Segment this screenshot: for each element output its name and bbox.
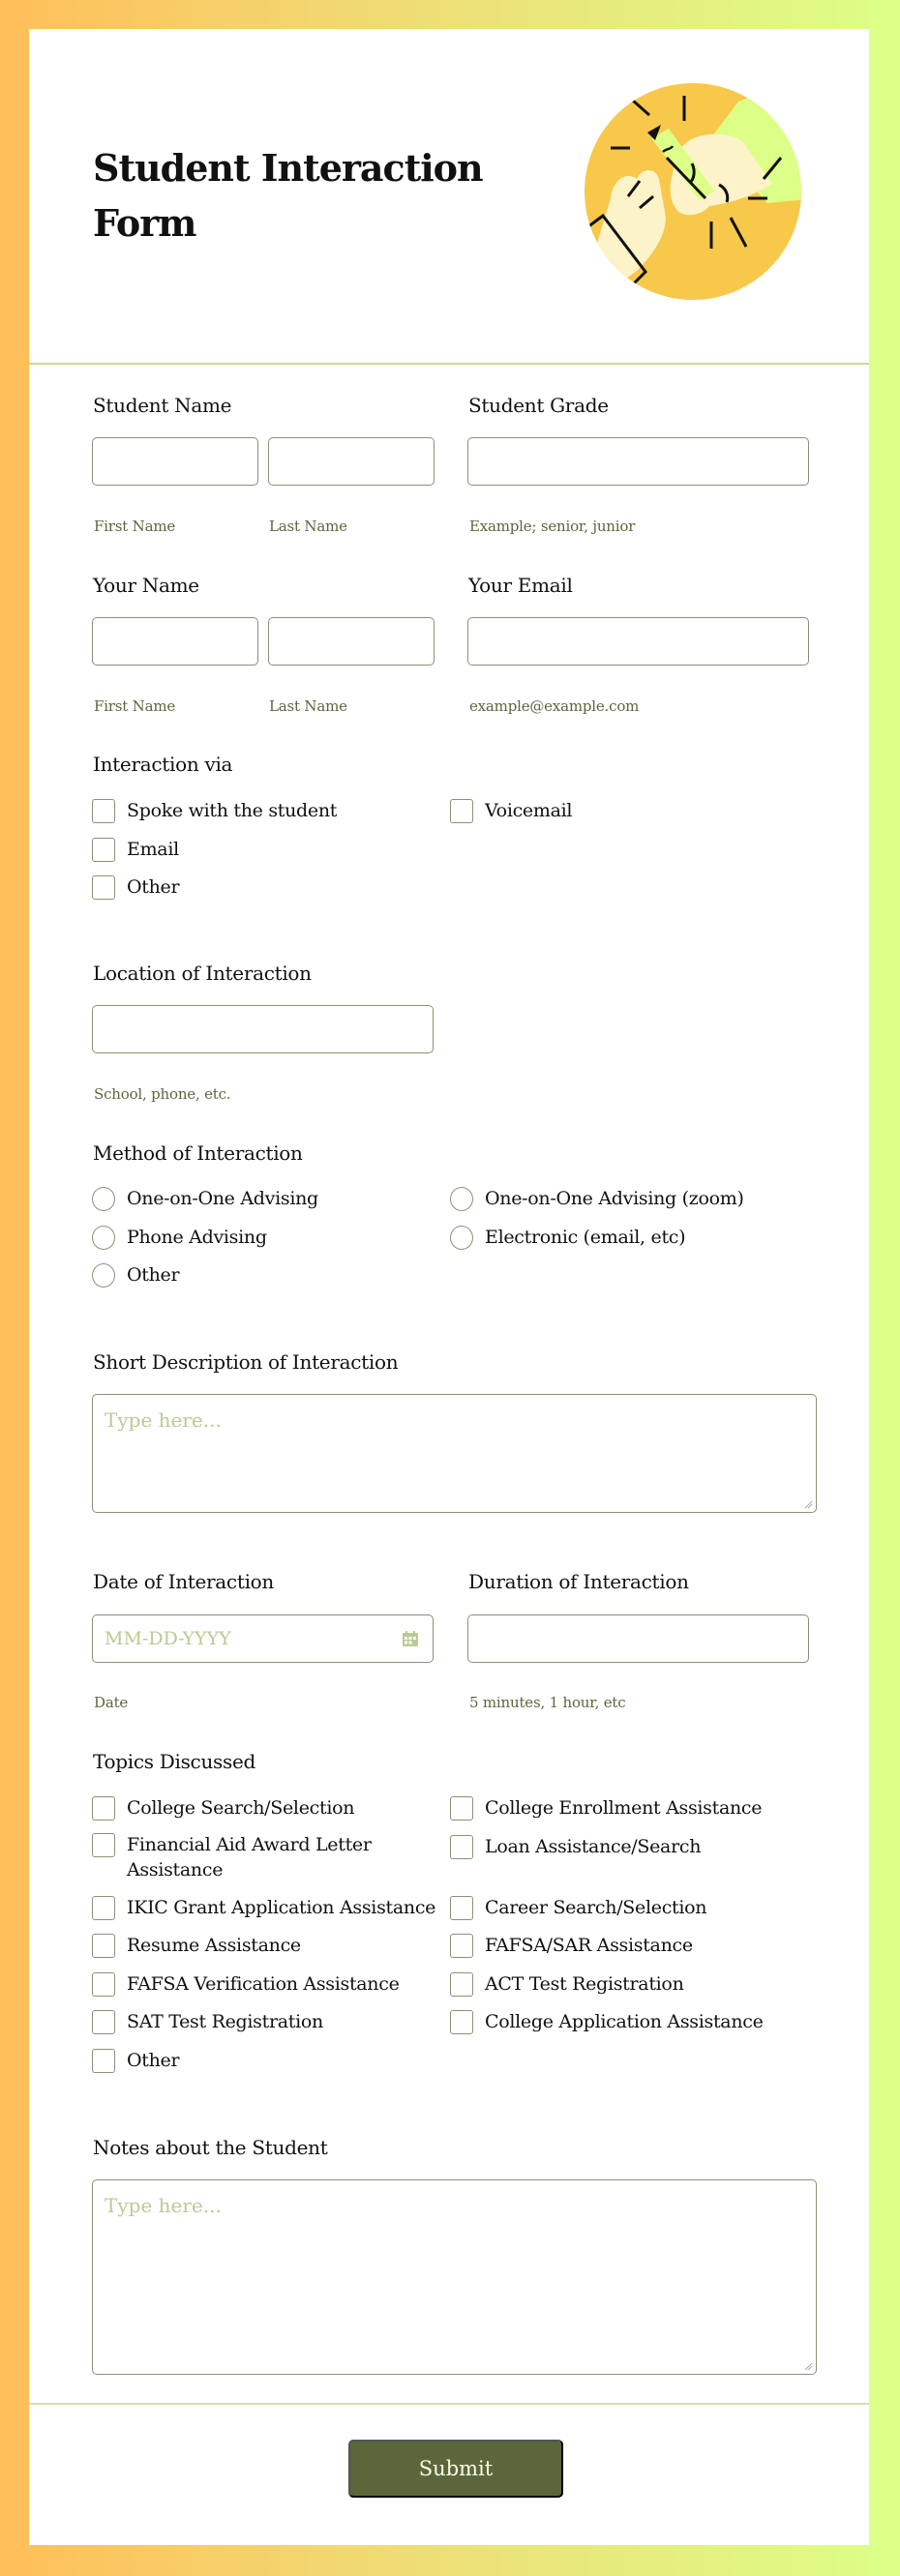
- option-label: Voicemail: [485, 800, 573, 821]
- radio-button[interactable]: [92, 1187, 115, 1211]
- student-first-name-input[interactable]: [92, 437, 258, 486]
- option-label: Loan Assistance/Search: [485, 1836, 702, 1857]
- student-grade-input[interactable]: [467, 437, 809, 486]
- topic-fafsa-verification[interactable]: [92, 1971, 400, 1997]
- option-label: College Enrollment Assistance: [485, 1797, 763, 1819]
- your-first-name-input[interactable]: [92, 617, 258, 666]
- interaction-via-label: Interaction via: [93, 753, 233, 776]
- date-label: Date of Interaction: [93, 1570, 274, 1593]
- your-name-label: Your Name: [93, 574, 199, 597]
- short-description-label: Short Description of Interaction: [93, 1350, 399, 1374]
- date-sublabel: Date: [94, 1694, 129, 1711]
- duration-input[interactable]: [467, 1614, 809, 1663]
- checkbox[interactable]: [92, 1972, 115, 1997]
- student-first-name-sublabel: First Name: [94, 518, 176, 535]
- method-option-electronic[interactable]: [450, 1225, 685, 1250]
- duration-label: Duration of Interaction: [468, 1570, 689, 1593]
- background-border-right: [869, 0, 900, 2576]
- checkbox[interactable]: [450, 1796, 473, 1821]
- method-option-one-on-one-zoom[interactable]: [450, 1186, 744, 1211]
- option-label: Other: [127, 2050, 180, 2071]
- option-label: Financial Aid Award Letter Assistance: [127, 1834, 372, 1880]
- short-description-textarea[interactable]: [92, 1394, 817, 1513]
- interaction-via-option-spoke[interactable]: [92, 798, 337, 823]
- topic-college-application[interactable]: [450, 2009, 764, 2034]
- interaction-via-option-other[interactable]: [92, 874, 179, 900]
- topic-sat-registration[interactable]: [92, 2009, 323, 2034]
- topic-career-search[interactable]: [450, 1895, 706, 1920]
- topics-label: Topics Discussed: [93, 1750, 255, 1773]
- option-label: One-on-One Advising (zoom): [485, 1188, 744, 1209]
- option-label: FAFSA Verification Assistance: [127, 1973, 400, 1995]
- hands-pencil-illustration: [584, 82, 802, 301]
- topic-loan-assistance[interactable]: [450, 1834, 701, 1859]
- topic-other[interactable]: [92, 2048, 179, 2073]
- radio-button[interactable]: [450, 1187, 473, 1211]
- form-card: [29, 29, 869, 2545]
- student-grade-sublabel: Example; senior, junior: [469, 518, 636, 535]
- option-label: Electronic (email, etc): [485, 1227, 686, 1248]
- checkbox[interactable]: [450, 1835, 473, 1859]
- checkbox[interactable]: [450, 1934, 473, 1958]
- option-label: College Application Assistance: [485, 2011, 764, 2032]
- your-last-name-input[interactable]: [268, 617, 435, 666]
- method-option-one-on-one[interactable]: [92, 1186, 318, 1211]
- calendar-icon[interactable]: [402, 1630, 419, 1647]
- your-email-label: Your Email: [468, 574, 573, 597]
- resize-handle-icon[interactable]: [803, 1499, 813, 1509]
- duration-sublabel: 5 minutes, 1 hour, etc: [469, 1694, 626, 1711]
- option-label: FAFSA/SAR Assistance: [485, 1935, 693, 1956]
- radio-button[interactable]: [92, 1226, 115, 1250]
- option-label: Other: [127, 876, 180, 898]
- checkbox[interactable]: [92, 1896, 115, 1920]
- option-label: Resume Assistance: [127, 1935, 301, 1956]
- checkbox[interactable]: [92, 2049, 115, 2073]
- method-label: Method of Interaction: [93, 1141, 303, 1165]
- option-label: Spoke with the student: [127, 800, 338, 821]
- option-label: Career Search/Selection: [485, 1897, 707, 1918]
- form-header: [29, 29, 869, 365]
- option-label: IKIC Grant Application Assistance: [127, 1897, 436, 1918]
- checkbox[interactable]: [450, 2010, 473, 2034]
- topic-financial-aid-letter[interactable]: [92, 1832, 440, 1882]
- method-option-phone[interactable]: [92, 1225, 267, 1250]
- notes-textarea[interactable]: [92, 2179, 817, 2375]
- student-last-name-input[interactable]: [268, 437, 435, 486]
- footer-divider: [29, 2403, 869, 2405]
- topic-college-enrollment[interactable]: [450, 1795, 762, 1821]
- checkbox[interactable]: [92, 1934, 115, 1958]
- student-last-name-sublabel: Last Name: [269, 518, 347, 535]
- date-input[interactable]: [92, 1614, 434, 1663]
- your-first-name-sublabel: First Name: [94, 697, 176, 715]
- option-label: SAT Test Registration: [127, 2011, 323, 2032]
- location-input[interactable]: [92, 1005, 434, 1053]
- student-grade-label: Student Grade: [468, 394, 609, 417]
- topic-college-search[interactable]: [92, 1795, 354, 1821]
- your-email-sublabel: example@example.com: [469, 697, 640, 715]
- date-placeholder: MM-DD-YYYY: [105, 1628, 231, 1649]
- your-email-input[interactable]: [467, 617, 809, 666]
- student-name-label: Student Name: [93, 394, 232, 417]
- option-label: Email: [127, 839, 179, 860]
- checkbox[interactable]: [450, 1896, 473, 1920]
- topic-act-registration[interactable]: [450, 1971, 684, 1997]
- option-label: College Search/Selection: [127, 1797, 355, 1819]
- option-label: Other: [127, 1264, 180, 1286]
- checkbox[interactable]: [92, 1833, 115, 1857]
- your-last-name-sublabel: Last Name: [269, 697, 347, 715]
- topic-ikic-grant[interactable]: [92, 1895, 435, 1920]
- checkbox[interactable]: [92, 799, 115, 823]
- option-label: Phone Advising: [127, 1227, 267, 1248]
- form-title: Student Interaction Form: [93, 146, 483, 245]
- checkbox[interactable]: [450, 799, 473, 823]
- submit-button[interactable]: Submit: [348, 2440, 563, 2498]
- interaction-via-option-email[interactable]: [92, 837, 179, 862]
- short-description-placeholder: Type here...: [105, 1408, 222, 1432]
- interaction-via-option-voicemail[interactable]: [450, 798, 572, 823]
- option-label: One-on-One Advising: [127, 1188, 318, 1209]
- method-option-other[interactable]: [92, 1262, 179, 1288]
- checkbox[interactable]: [92, 838, 115, 862]
- topic-resume[interactable]: [92, 1933, 301, 1958]
- radio-button[interactable]: [450, 1226, 473, 1250]
- location-sublabel: School, phone, etc.: [94, 1085, 231, 1103]
- topic-fafsa-sar[interactable]: [450, 1933, 693, 1958]
- notes-label: Notes about the Student: [93, 2136, 328, 2159]
- radio-button[interactable]: [92, 1263, 115, 1288]
- checkbox[interactable]: [92, 875, 115, 900]
- checkbox[interactable]: [92, 1796, 115, 1821]
- checkbox[interactable]: [450, 1972, 473, 1997]
- option-label: ACT Test Registration: [485, 1973, 684, 1995]
- background-border-left: [0, 0, 29, 2576]
- notes-placeholder: Type here...: [105, 2194, 222, 2217]
- resize-handle-icon[interactable]: [803, 2361, 813, 2371]
- checkbox[interactable]: [92, 2010, 115, 2034]
- location-label: Location of Interaction: [93, 962, 312, 985]
